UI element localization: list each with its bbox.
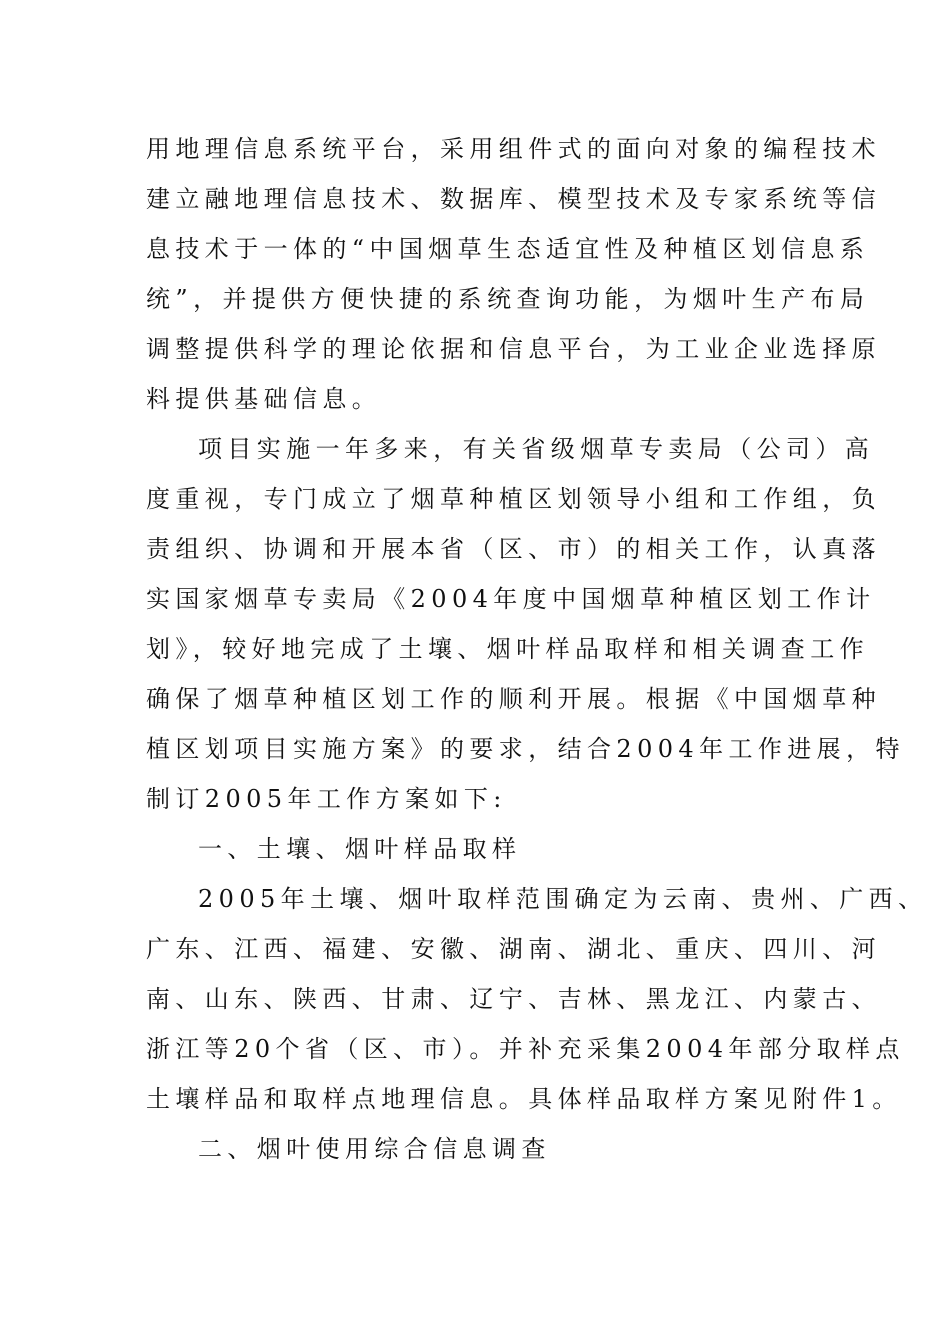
text-line-10: 实国家烟草专卖局《2004年度中国烟草种植区划工作计 xyxy=(146,585,876,613)
text-line-11: 划》，较好地完成了土壤、烟叶样品取样和相关调查工作 xyxy=(146,635,869,663)
text-line-2: 建立融地理信息技术、数据库、模型技术及专家系统等信 xyxy=(146,185,881,213)
text-line-9: 责组织、协调和开展本省（区、市）的相关工作，认真落 xyxy=(146,535,881,563)
text-line-7: 项目实施一年多来，有关省级烟草专卖局（公司）高 xyxy=(198,435,875,463)
text-line-5: 调整提供科学的理论依据和信息平台，为工业企业选择原 xyxy=(146,335,881,363)
text-line-1: 用地理信息系统平台，采用组件式的面向对象的编程技术 xyxy=(146,135,881,163)
text-line-6: 料提供基础信息。 xyxy=(146,385,382,413)
text-line-16: 2005年土壤、烟叶取样范围确定为云南、贵州、广西、 xyxy=(198,885,928,913)
text-line-17: 广东、江西、福建、安徽、湖南、湖北、重庆、四川、河 xyxy=(146,935,881,963)
text-line-18: 南、山东、陕西、甘肃、辽宁、吉林、黑龙江、内蒙古、 xyxy=(146,985,881,1013)
text-line-3: 息技术于一体的“中国烟草生态适宜性及种植区划信息系 xyxy=(146,235,870,263)
text-line-19: 浙江等20个省（区、市）。并补充采集2004年部分取样点 xyxy=(146,1035,905,1063)
text-line-14: 制订2005年工作方案如下: xyxy=(146,785,507,813)
text-line-12: 确保了烟草种植区划工作的顺利开展。根据《中国烟草种 xyxy=(146,685,881,713)
document-body xyxy=(146,124,928,1174)
section-heading-1: 一、土壤、烟叶样品取样 xyxy=(198,835,522,863)
text-line-8: 度重视，专门成立了烟草种植区划领导小组和工作组，负 xyxy=(146,485,881,513)
text-line-20: 土壤样品和取样点地理信息。具体样品取样方案见附件1。 xyxy=(146,1085,902,1113)
text-line-13: 植区划项目实施方案》的要求，结合2004年工作进展，特 xyxy=(146,735,905,763)
section-heading-2: 二、烟叶使用综合信息调查 xyxy=(198,1135,551,1163)
text-line-4: 统”，并提供方便快捷的系统查询功能，为烟叶生产布局 xyxy=(146,285,870,313)
